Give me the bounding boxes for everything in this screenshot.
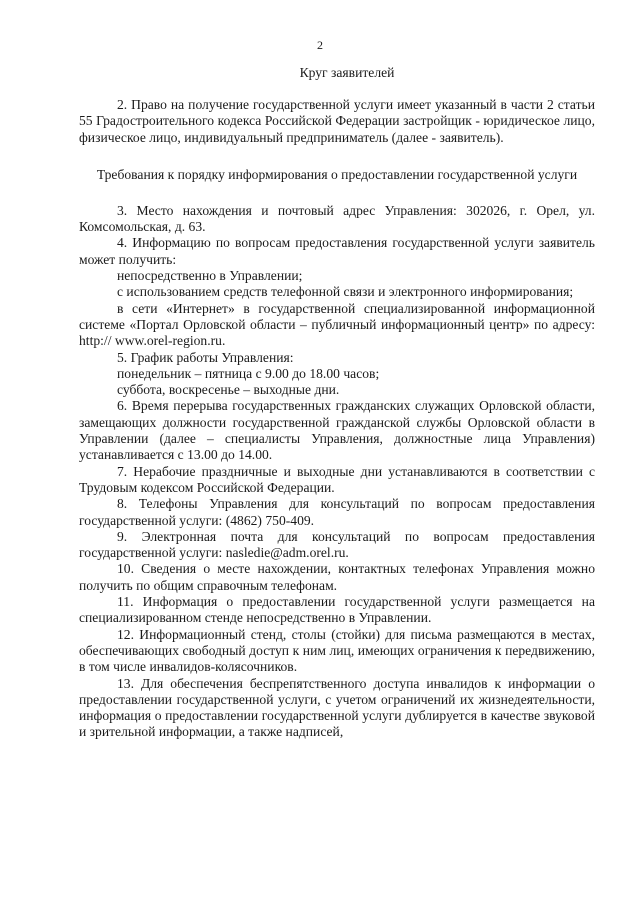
paragraph-5-item-1: понедельник – пятница с 9.00 до 18.00 часов;: [117, 365, 380, 381]
paragraph-7: 7. Нерабочие праздничные и выходные дни устанавливаются в соответствии с Трудовым кодексом Российской Федерации.: [79, 463, 595, 495]
paragraph-6: 6. Время перерыва государственных гражданских служащих Орловской области, замещающих должности государственной гражданской службы Орловской области в Управлении (далее – специалисты Управления, должностные лица Управления) устанавливается с 13.00 до 14.00.: [79, 398, 595, 463]
paragraph-10: 10. Сведения о месте нахождении, контактных телефонах Управления можно получить по общим справочным телефонам.: [79, 561, 595, 593]
paragraph-5-item-2: суббота, воскресенье – выходные дни.: [117, 382, 340, 398]
paragraph-8: 8. Телефоны Управления для консультаций по вопросам предоставления государственной услуги: (4862) 750-409.: [79, 496, 595, 528]
paragraph-9: 9. Электронная почта для консультаций по вопросам предоставления государственной услуги: nasledie@adm.orel.ru.: [79, 528, 595, 561]
paragraph-5: 5. График работы Управления:: [117, 349, 294, 365]
paragraph-11: 11. Информация о предоставлении государственной услуги размещается на специализированном стенде непосредственно в Управлении.: [79, 594, 595, 626]
paragraph-2: 2. Право на получение государственной услуги имеет указанный в части 2 статьи 55 Градостроительного кодекса Российской Федерации застройщик - юридическое лицо, физическое лицо, индивидуальный предприниматель (далее - заявитель).: [79, 97, 595, 145]
paragraph-4: 4. Информацию по вопросам предоставления государственной услуги заявитель может получить:: [79, 235, 595, 267]
paragraph-4-item-2: с использованием средств телефонной связи и электронного информирования;: [117, 284, 574, 300]
page-number: 2: [317, 38, 323, 52]
section-heading-informing: Требования к порядку информирования о предоставлении государственной услуги: [96, 166, 578, 182]
paragraph-4-item-3: в сети «Интернет» в государственной специализированной информационной системе «Портал Орловской области – публичный информационный центр» по адресу: http:// www.orel-region.ru.: [79, 300, 595, 349]
section-heading-applicants: Круг заявителей: [299, 65, 395, 80]
paragraph-4-item-1: непосредственно в Управлении;: [117, 268, 303, 284]
paragraph-12: 12. Информационный стенд, столы (стойки) для письма размещаются в местах, обеспечивающих свободный доступ к ним лиц, имеющих ограничения к передвижению, в том числе инвалидов-колясочников.: [79, 626, 595, 675]
paragraph-3: 3. Место нахождения и почтовый адрес Управления: 302026, г. Орел, ул. Комсомольская, д. 63.: [79, 202, 595, 235]
document-body: [79, 64, 595, 741]
paragraph-13: 13. Для обеспечения беспрепятственного доступа инвалидов к информации о предоставлении государственной услуги, с учетом ограничений их жизнедеятельности, информация о предоставлении государственной услуги дублируется в качестве звуковой и зрительной информации, а также надписей,: [79, 675, 595, 740]
